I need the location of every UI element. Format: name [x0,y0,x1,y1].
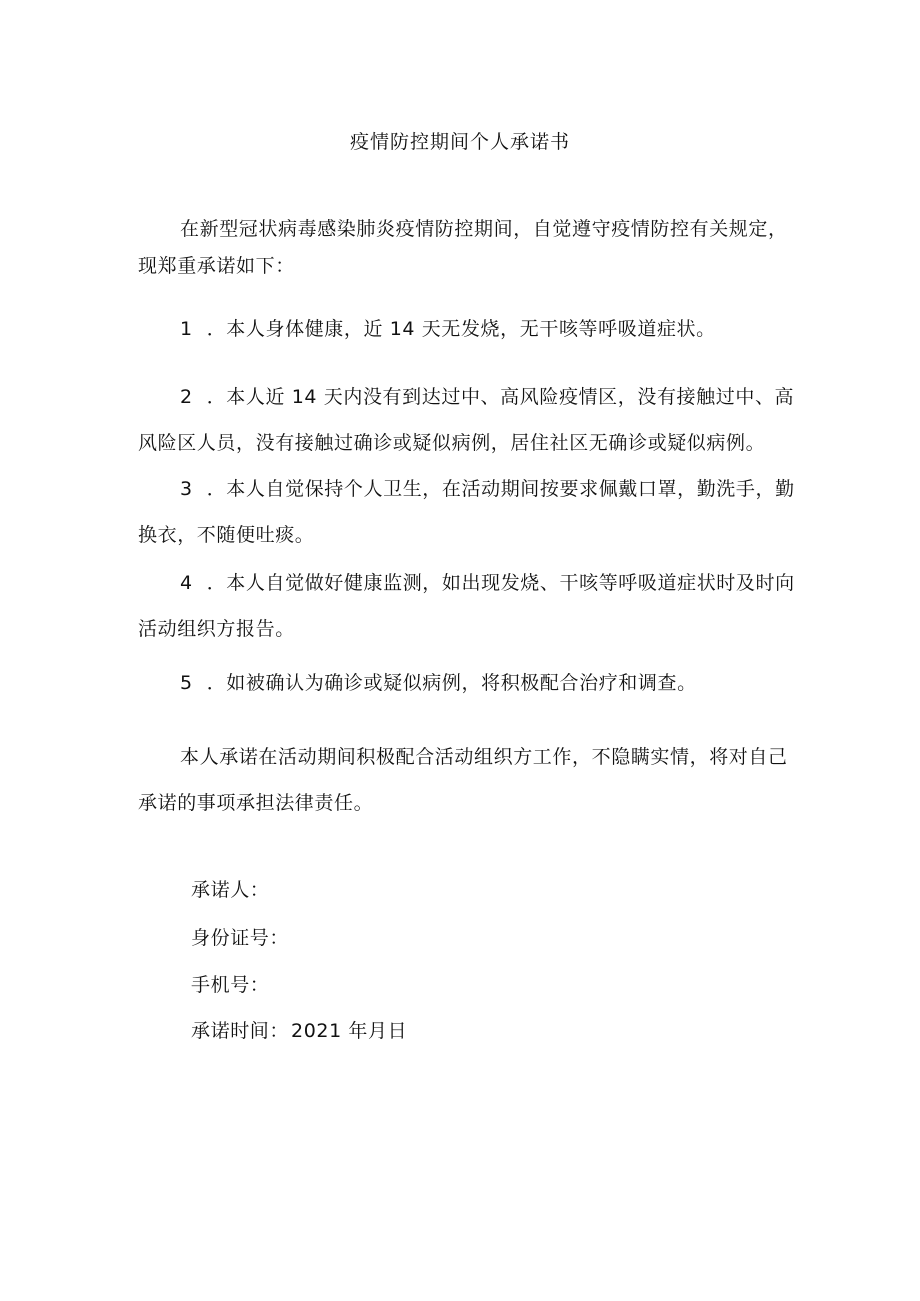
promise-time-line [191,1018,407,1044]
commitment-item-4 [138,560,798,652]
commitment-item-1-text: ．本人身体健康，近 14 天无发烧，无干咳等呼吸道症状。 [206,318,716,340]
intro-paragraph: 在新型冠状病毒感染肺炎疫情防控期间，自觉遵守疫情防控有关规定，现郑重承诺如下： [138,218,788,277]
commitment-item-2 [138,374,798,466]
commitment-item-5-text: ．如被确认为确诊或疑似病例，将积极配合治疗和调查。 [206,672,697,694]
commitment-item-3-number: 3 [180,478,193,500]
commitment-item-4-text: ．本人自觉做好健康监测，如出现发烧、干咳等呼吸道症状时及时向活动组织方报告。 [138,572,795,640]
commitment-item-4-number: 4 [180,572,193,594]
promise-time-value: 2021 年月日 [291,1020,408,1042]
commitment-item-1-number: 1 [180,318,193,340]
phone-line [191,972,269,998]
promisor-label: 承诺人： [191,879,270,901]
commitment-item-5 [138,660,798,706]
commitment-item-2-text: ．本人近 14 天内没有到达过中、高风险疫情区，没有接触过中、高风险区人员，没有接触过确诊或疑似病例，居住社区无确诊或疑似病例。 [138,386,795,454]
promisor-line [191,877,269,903]
commitment-item-2-number: 2 [180,386,193,408]
id-number-line [191,925,289,951]
phone-label: 手机号： [191,974,270,996]
document-title: 疫情防控期间个人承诺书 [349,131,570,153]
commitment-item-3 [138,466,798,558]
commitment-item-1 [138,306,798,352]
promise-time-label: 承诺时间： [191,1020,290,1042]
closing-paragraph: 本人承诺在活动期间积极配合活动组织方工作，不隐瞒实情，将对自己承诺的事项承担法律责任。 [138,746,788,814]
id-number-label: 身份证号： [191,927,290,949]
commitment-item-5-number: 5 [180,672,193,694]
commitment-item-3-text: ．本人自觉保持个人卫生，在活动期间按要求佩戴口罩，勤洗手，勤换衣，不随便吐痰。 [138,478,795,546]
